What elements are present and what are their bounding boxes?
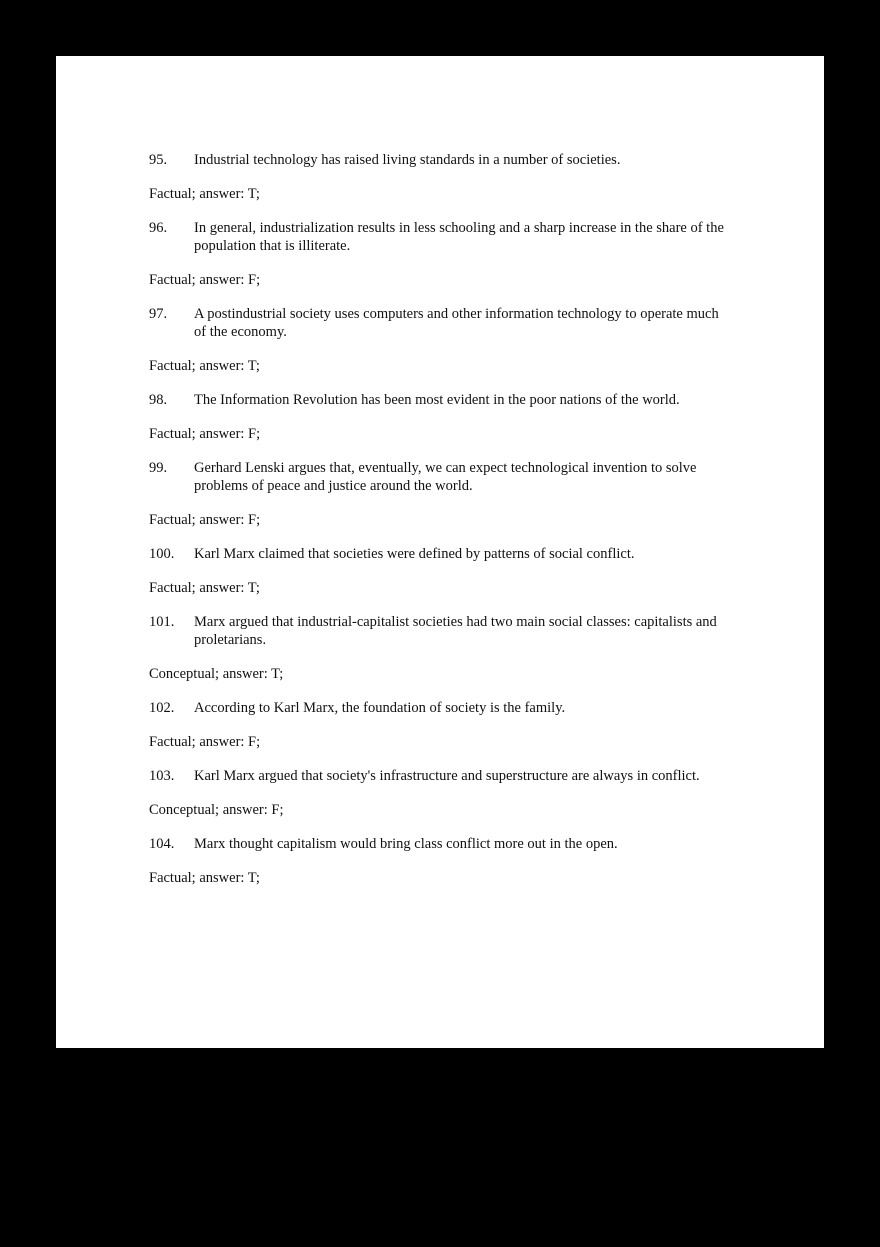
answer-key: Factual; answer: F;	[149, 512, 261, 528]
question-text: Marx thought capitalism would bring class conflict more out in the open.	[194, 836, 618, 852]
question-item	[149, 459, 729, 529]
question-number: 97.	[149, 306, 168, 322]
answer-key: Conceptual; answer: F;	[149, 802, 284, 818]
question	[149, 545, 729, 563]
question-item	[149, 219, 729, 289]
question	[149, 613, 729, 649]
question-number: 99.	[149, 460, 168, 476]
answer-key: Factual; answer: F;	[149, 272, 261, 288]
question-number: 98.	[149, 392, 168, 408]
answer-key: Factual; answer: T;	[149, 870, 260, 886]
question	[149, 219, 729, 255]
question-text: A postindustrial society uses computers and other information technology to operate much of the economy.	[194, 306, 719, 340]
question-item	[149, 835, 729, 887]
question-number: 100.	[149, 546, 175, 562]
question-text: In general, industrialization results in less schooling and a sharp increase in the share of the population that is illiterate.	[194, 220, 724, 254]
question-item	[149, 545, 729, 597]
question-text: Marx argued that industrial-capitalist societies had two main social classes: capitalists and proletarians.	[194, 614, 717, 648]
answer-key: Factual; answer: F;	[149, 426, 261, 442]
question-text: The Information Revolution has been most evident in the poor nations of the world.	[194, 392, 680, 408]
question-text: Industrial technology has raised living standards in a number of societies.	[194, 152, 621, 168]
question	[149, 767, 729, 785]
question	[149, 391, 729, 409]
answer-key: Factual; answer: T;	[149, 186, 260, 202]
question-list	[149, 149, 729, 903]
question-item	[149, 613, 729, 683]
question-number: 104.	[149, 836, 175, 852]
question-text: According to Karl Marx, the foundation of society is the family.	[194, 700, 566, 716]
question	[149, 699, 729, 717]
question-item	[149, 151, 729, 203]
question-item	[149, 305, 729, 375]
question-number: 102.	[149, 700, 175, 716]
question-number: 96.	[149, 220, 168, 236]
question	[149, 459, 729, 495]
question-number: 95.	[149, 152, 168, 168]
question-item	[149, 699, 729, 751]
answer-key: Factual; answer: T;	[149, 580, 260, 596]
answer-key: Conceptual; answer: T;	[149, 666, 284, 682]
question-text: Karl Marx claimed that societies were defined by patterns of social conflict.	[194, 546, 635, 562]
question	[149, 835, 729, 853]
document-page	[56, 56, 824, 1048]
answer-key: Factual; answer: T;	[149, 358, 260, 374]
question	[149, 305, 729, 341]
question-item	[149, 391, 729, 443]
question-number: 103.	[149, 768, 175, 784]
question-text: Karl Marx argued that society's infrastructure and superstructure are always in conflict.	[194, 768, 700, 784]
question	[149, 151, 729, 169]
answer-key: Factual; answer: F;	[149, 734, 261, 750]
question-item	[149, 767, 729, 819]
question-text: Gerhard Lenski argues that, eventually, we can expect technological invention to solve problems of peace and justice around the world.	[194, 460, 697, 494]
question-number: 101.	[149, 614, 175, 630]
